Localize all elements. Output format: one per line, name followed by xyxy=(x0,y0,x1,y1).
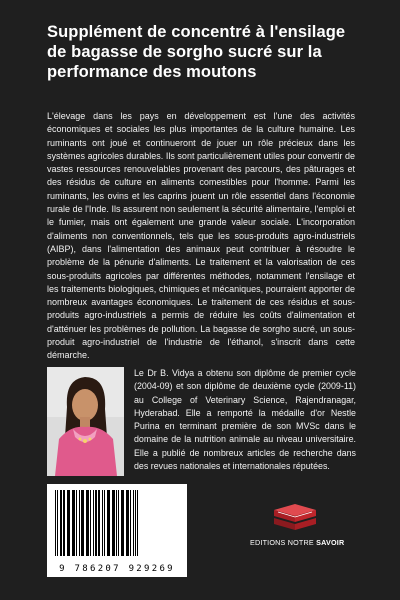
book-abstract: L'élevage dans les pays en développement est l'une des activités économiques et sociales les plus importantes de la culture humaine. Les ruminants ont joué et continueront de jouer un rôle précieux dans les systèmes agricoles durables. Ils sont particulièrement utiles pour convertir de vastes ressources renouvelables provenant des parcours, des pâturages et des résidus de culture en aliments comestibles pour l'homme. Parmi les ruminants, les ovins et les caprins jouent un rôle essentiel dans l'économie rurale de l'Inde. Ils assurent non seulement la sécurité alimentaire, l'emploi et le fumier, mais ont également une grande valeur sociale. L'incorporation d'aliments non conventionnels, tels que les sous-produits agro-industriels (AIBP), dans l'alimentation des animaux peut contribuer à résoudre le problème de la pénurie d'aliments. Le traitement et la valorisation de ces sous-produits agricoles par différentes méthodes, notamment l'ensilage et les traitements biologiques, chimiques et mécaniques, pourraient apporter de nombreux avantages économiques. Le traitement de ces résidus et sous-produits agro-industriels a permis de réduire les coûts d'alimentation et d'atténuer les problèmes de pollution. La bagasse de sorgho sucré, un sous-produit agro-industriel de l'industrie de l'éthanol, s'inscrit dans cette démarche. xyxy=(47,111,355,361)
barcode-bar xyxy=(93,490,94,556)
author-biography: Le Dr B. Vidya a obtenu son diplôme de premier cycle (2004-09) et son diplôme de deuxième cycle (2009-11) au College of Veterinary Science, Rajendranagar, Hyderabad. Elle a remporté la médaille d'or Nestle Purina en terminant première de son MVSc dans le domaine de la nutrition animale au niveau universitaire. Elle a publié de nombreux articles de recherche dans des revues nationales et internationales réputées. xyxy=(134,368,356,472)
barcode-bar xyxy=(107,490,110,556)
barcode-bar xyxy=(112,490,115,556)
barcode-bars xyxy=(47,484,187,562)
barcode-bar xyxy=(121,490,124,556)
publisher-prefix: EDITIONS NOTRE xyxy=(250,538,317,547)
barcode-bar xyxy=(67,490,70,556)
barcode-bar xyxy=(116,490,117,556)
barcode-bar xyxy=(118,490,119,556)
barcode-bar xyxy=(60,490,62,556)
publisher-name-bold: SAVOIR xyxy=(316,538,345,547)
barcode-bar xyxy=(81,490,84,556)
barcode-bar xyxy=(57,490,58,556)
barcode-bar xyxy=(137,490,138,556)
barcode-bar xyxy=(130,490,131,556)
publisher-name xyxy=(250,538,345,547)
author-photo xyxy=(47,367,124,476)
barcode-bar xyxy=(126,490,129,556)
book-title: Supplément de concentré à l'ensilage de bagasse de sorgho sucré sur la performance des moutons xyxy=(47,23,346,81)
barcode-bar xyxy=(76,490,77,556)
isbn-barcode xyxy=(47,484,187,577)
author-portrait-illustration xyxy=(47,367,124,476)
barcode-bar xyxy=(86,490,89,556)
publisher-logo xyxy=(250,500,345,560)
barcode-bar xyxy=(95,490,97,556)
isbn-number: 9 786207 929269 xyxy=(59,564,175,574)
barcode-bar xyxy=(90,490,91,556)
barcode-bar xyxy=(135,490,136,556)
barcode-bar xyxy=(102,490,103,556)
barcode-bar xyxy=(72,490,75,556)
barcode-bar xyxy=(55,490,56,556)
barcode-bar xyxy=(63,490,65,556)
barcode-bar xyxy=(98,490,100,556)
barcode-bar xyxy=(133,490,134,556)
barcode-bar xyxy=(79,490,80,556)
book-stack-icon xyxy=(272,500,318,534)
barcode-bar xyxy=(104,490,105,556)
